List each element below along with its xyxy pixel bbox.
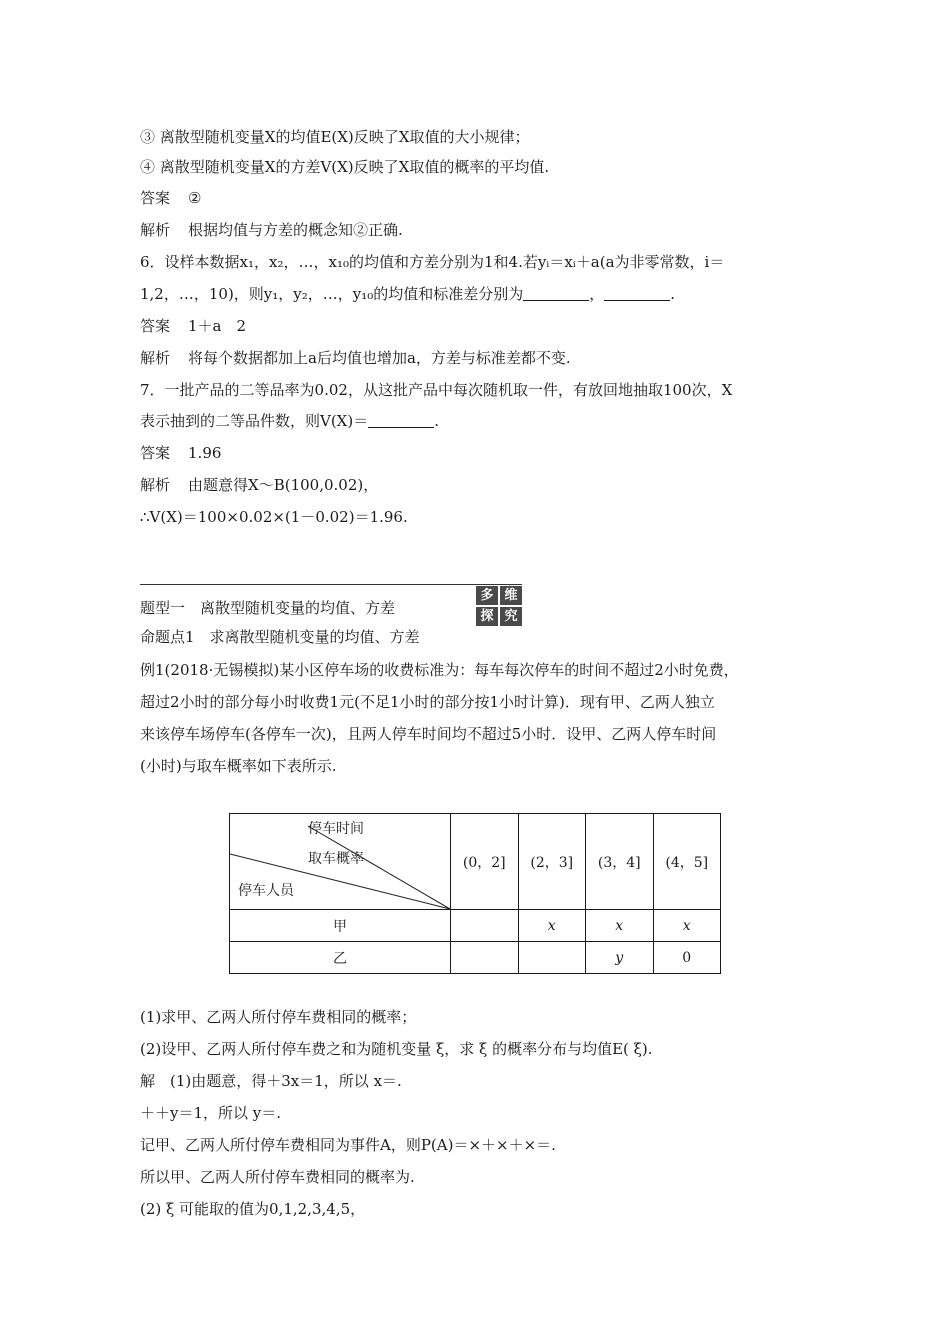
line-item-3: ③ 离散型随机变量X的均值E(X)反映了X取值的大小规律； [140,128,530,146]
badge-char: 究 [500,607,522,626]
diagonal-header-cell [230,814,451,910]
answer-6-value: 1＋a 2 [188,317,247,335]
table-header-row [230,814,721,910]
separator: ， [589,285,605,303]
solution-line-5: (2) ξ 可能取的值为0,1,2,3,4,5， [140,1200,366,1218]
header-prob-label: 取车概率 [308,851,364,867]
answer-row [140,187,201,209]
example-line-1: 例1(2018·无锡模拟)某小区停车场的收费标准为：每车每次停车的时间不超过2小时免费， [140,661,739,679]
analysis-label: 解析 [140,221,171,239]
answer-value: ② [188,189,202,207]
analysis-label: 解析 [140,349,171,367]
analysis-7-text: 由题意得X～B(100,0.02)， [188,476,379,494]
table-header-cell: (3，4] [586,814,654,910]
analysis-label: 解析 [140,476,171,494]
table-header-cell: (0，2] [451,814,519,910]
header-person-label: 停车人员 [238,883,294,899]
period: . [670,285,676,303]
period: . [434,412,439,430]
solution-line-3: 记甲、乙两人所付停车费相同为事件A，则P(A)＝×＋×＋×＝. [140,1136,556,1154]
solution-line-2: ＋＋y＝1，所以 y＝. [140,1104,282,1122]
section-header [140,584,522,629]
row-label: 甲 [230,910,451,942]
section-badge [476,586,522,626]
sub-question-2: (2)设甲、乙两人所付停车费之和为随机变量 ξ，求 ξ 的概率分布与均值E( ξ). [140,1040,653,1058]
analysis-text: 根据均值与方差的概念知②正确. [188,221,403,239]
question-7-line-2 [140,410,439,432]
blank-3 [368,413,434,428]
analysis-row [140,219,403,241]
table-cell: x [586,910,654,942]
badge-char: 多 [476,586,498,605]
question-6-line-1: 6．设样本数据x₁，x₂，…，x₁₀的均值和方差分别为1和4.若yᵢ＝xᵢ＋a(a为非零常数，i＝ [140,253,725,271]
table-cell: y [586,942,654,974]
example-line-3: 来该停车场停车(各停车一次)，且两人停车时间均不超过5小时．设甲、乙两人停车时间 [140,725,717,743]
table-row [230,942,721,974]
row-label: 乙 [230,942,451,974]
question-6-text: 1,2，…，10)，则y₁，y₂，…，y₁₀的均值和标准差分别为 [140,285,524,303]
table-header-cell: (4，5] [653,814,721,910]
header-time-label: 停车时间 [308,821,364,837]
table-cell: 0 [653,942,721,974]
blank-1 [523,286,589,301]
question-7-line-1: 7．一批产品的二等品率为0.02，从这批产品中每次随机取一件，有放回地抽取100次，X [140,381,733,399]
analysis-7-row [140,474,378,496]
example-line-2: 超过2小时的部分每小时收费1元(不足1小时的部分按1小时计算)．现有甲、乙两人独立 [140,693,715,711]
question-7-text: 表示抽到的二等品件数，则V(X)＝ [140,412,369,430]
subtopic-title: 命题点1 求离散型随机变量的均值、方差 [140,628,420,646]
table-cell: x [653,910,721,942]
badge-char: 维 [500,586,522,605]
answer-7-value: 1.96 [188,444,222,462]
line-item-4: ④ 离散型随机变量X的方差V(X)反映了X取值的概率的平均值. [140,158,550,176]
analysis-6-row [140,347,571,369]
blank-2 [604,286,670,301]
answer-label: 答案 [140,317,171,335]
analysis-7-line-2: ∴V(X)＝100×0.02×(1－0.02)＝1.96. [140,508,408,526]
table-row [230,910,721,942]
example-line-4: (小时)与取车概率如下表所示. [140,757,337,775]
parking-table [229,813,721,974]
sub-question-1: (1)求甲、乙两人所付停车费相同的概率； [140,1008,417,1026]
table-cell [451,942,519,974]
answer-label: 答案 [140,189,171,207]
answer-7-row [140,442,221,464]
table-header-cell: (2，3] [518,814,586,910]
solution-line-4: 所以甲、乙两人所付停车费相同的概率为. [140,1168,415,1186]
badge-char: 探 [476,607,498,626]
section-title: 题型一 离散型随机变量的均值、方差 [140,599,396,617]
table-cell: x [518,910,586,942]
table-cell [451,910,519,942]
answer-6-row [140,315,246,337]
question-6-line-2 [140,283,675,305]
table-cell [518,942,586,974]
answer-label: 答案 [140,444,171,462]
solution-line-1: 解 (1)由题意，得＋3x＝1，所以 x＝. [140,1072,402,1090]
analysis-6-text: 将每个数据都加上a后均值也增加a，方差与标准差都不变. [188,349,571,367]
